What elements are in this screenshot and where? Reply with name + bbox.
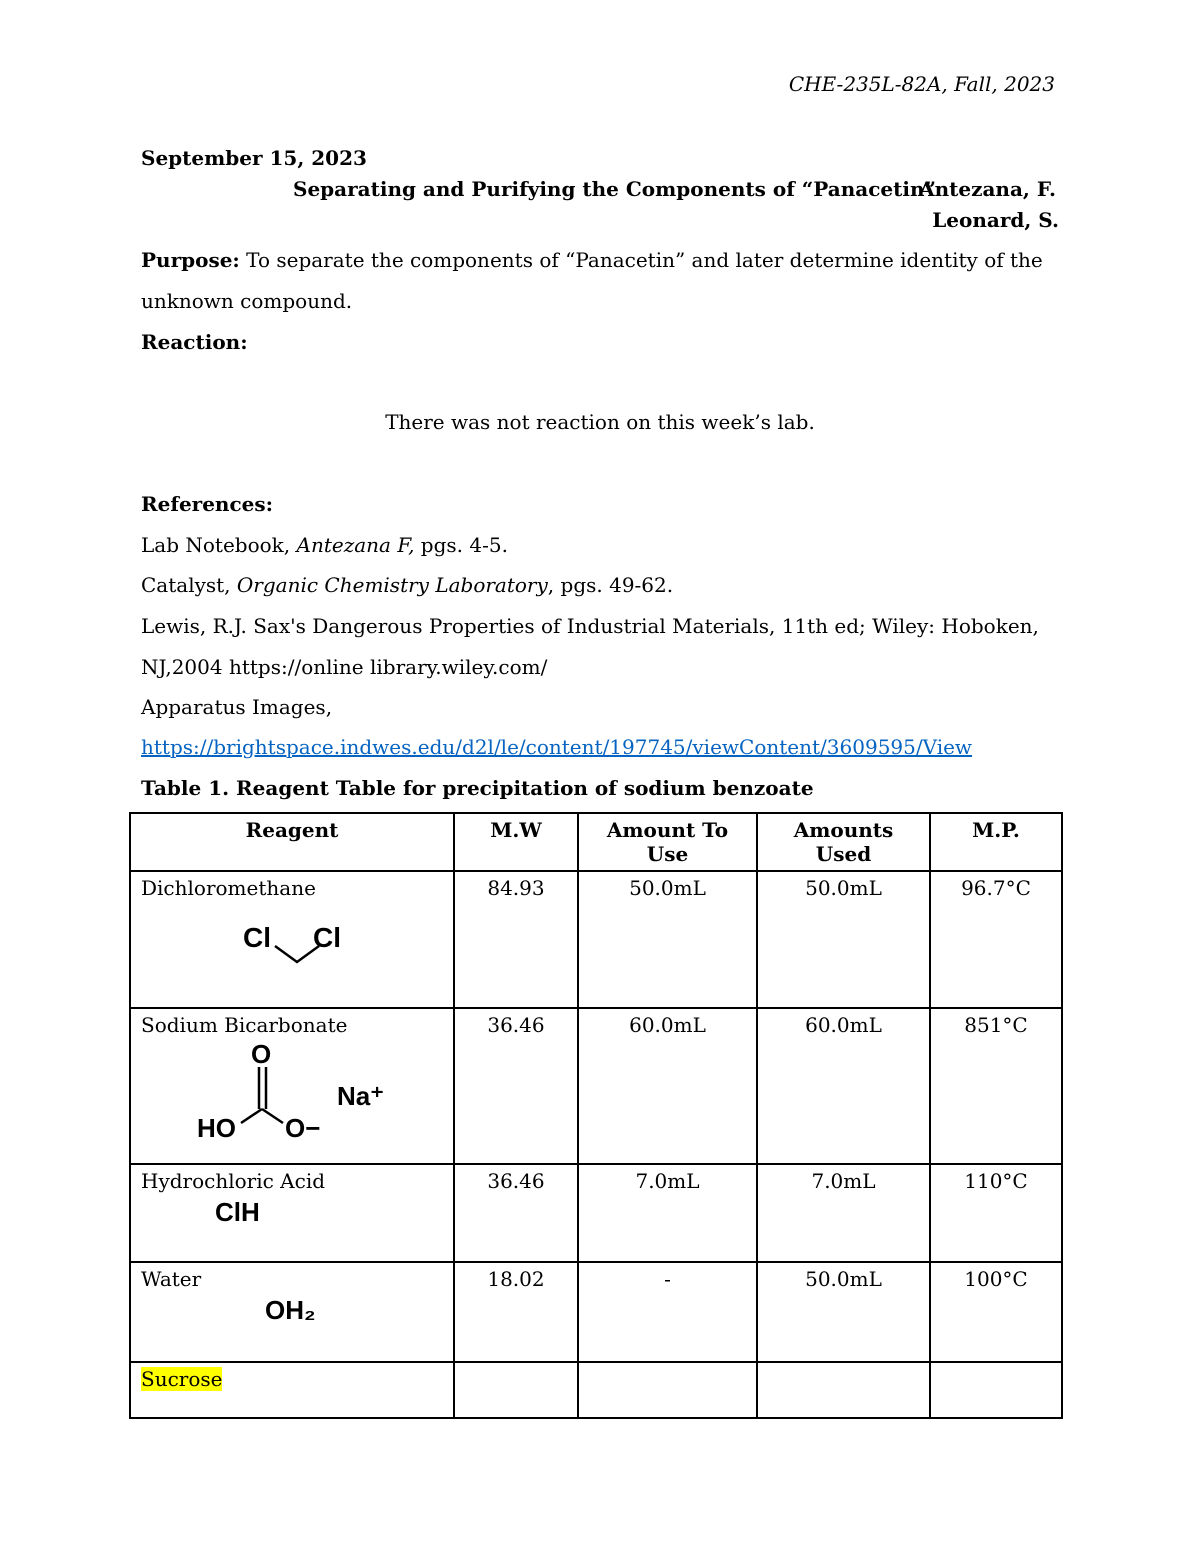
table-row bbox=[130, 871, 1062, 1008]
reference-4: Apparatus Images, bbox=[141, 695, 333, 719]
amount-to-use-cell: - bbox=[578, 1262, 757, 1362]
reagent-name: Hydrochloric Acid bbox=[141, 1169, 326, 1193]
amount-to-use-cell bbox=[578, 1362, 757, 1418]
author-1: Antezana, F. bbox=[919, 177, 1056, 201]
reference-1-source: Lab Notebook, bbox=[141, 533, 297, 557]
dichloromethane-structure bbox=[141, 900, 443, 990]
report-title: Separating and Purifying the Components of “Panacetin” bbox=[293, 177, 937, 201]
reference-2-source: Catalyst, bbox=[141, 573, 237, 597]
header-amount-to-use: Amount To Use bbox=[578, 813, 757, 871]
reference-1-author: Antezana F, bbox=[296, 533, 415, 557]
mp-cell: 100°C bbox=[930, 1262, 1062, 1362]
table-caption: Table 1. Reagent Table for precipitation of sodium benzoate bbox=[141, 776, 814, 800]
purpose-label: Purpose: bbox=[141, 248, 240, 272]
mp-cell bbox=[930, 1362, 1062, 1418]
structure-label: ClH bbox=[215, 1197, 260, 1227]
mw-cell bbox=[454, 1362, 578, 1418]
apparatus-link-line bbox=[141, 735, 972, 759]
amount-to-use-cell: 7.0mL bbox=[578, 1164, 757, 1262]
apparatus-images-link[interactable]: https://brightspace.indwes.edu/d2l/le/content/197745/viewContent/3609595/View bbox=[141, 735, 973, 759]
reagent-table bbox=[129, 812, 1063, 1419]
mp-cell: 851°C bbox=[930, 1008, 1062, 1164]
sodium-bicarbonate-structure bbox=[141, 1037, 443, 1149]
table-row bbox=[130, 1362, 1062, 1418]
reagent-cell bbox=[130, 871, 454, 1008]
header-reagent: Reagent bbox=[130, 813, 454, 871]
table-row bbox=[130, 1164, 1062, 1262]
reference-3-line-1: Lewis, R.J. Sax's Dangerous Properties of Industrial Materials, 11th ed; Wiley: Hoboken, bbox=[141, 614, 1039, 638]
reagent-name: Water bbox=[141, 1267, 202, 1291]
author-2: Leonard, S. bbox=[932, 208, 1059, 232]
header-amounts-used: Amounts Used bbox=[757, 813, 930, 871]
reagent-cell bbox=[130, 1362, 454, 1418]
reference-3-line-2: NJ,2004 https://online library.wiley.com/ bbox=[141, 655, 548, 679]
header-mw: M.W bbox=[454, 813, 578, 871]
structure-label: OH₂ bbox=[265, 1295, 316, 1325]
reagent-name: Sucrose bbox=[141, 1367, 223, 1391]
amount-used-cell: 50.0mL bbox=[757, 871, 930, 1008]
purpose-line-1 bbox=[141, 248, 1043, 272]
hydrochloric-acid-structure bbox=[141, 1193, 443, 1233]
structure-label: HO bbox=[197, 1113, 236, 1143]
reagent-cell bbox=[130, 1008, 454, 1164]
structure-label: Na⁺ bbox=[337, 1081, 384, 1111]
reference-1-pages: pgs. 4-5. bbox=[414, 533, 508, 557]
amount-used-cell: 50.0mL bbox=[757, 1262, 930, 1362]
header-mp: M.P. bbox=[930, 813, 1062, 871]
reference-1 bbox=[141, 533, 508, 557]
reagent-name: Sodium Bicarbonate bbox=[141, 1013, 348, 1037]
course-header: CHE-235L-82A, Fall, 2023 bbox=[788, 72, 1055, 96]
mw-cell: 36.46 bbox=[454, 1008, 578, 1164]
reagent-cell bbox=[130, 1262, 454, 1362]
structure-label: Cl bbox=[243, 922, 271, 953]
amount-used-cell: 60.0mL bbox=[757, 1008, 930, 1164]
mw-cell: 84.93 bbox=[454, 871, 578, 1008]
reagent-name: Dichloromethane bbox=[141, 876, 316, 900]
water-structure bbox=[141, 1291, 443, 1335]
reference-2 bbox=[141, 573, 673, 597]
report-date: September 15, 2023 bbox=[141, 146, 367, 170]
structure-label: O bbox=[251, 1039, 272, 1069]
reference-2-title: Organic Chemistry Laboratory bbox=[236, 573, 548, 597]
structure-label: O− bbox=[285, 1113, 321, 1143]
mw-cell: 36.46 bbox=[454, 1164, 578, 1262]
mw-cell: 18.02 bbox=[454, 1262, 578, 1362]
mp-cell: 96.7°C bbox=[930, 871, 1062, 1008]
purpose-text-1: To separate the components of “Panacetin” and later determine identity of the bbox=[239, 248, 1043, 272]
amount-to-use-cell: 50.0mL bbox=[578, 871, 757, 1008]
structure-label: Cl bbox=[313, 922, 341, 953]
purpose-line-2: unknown compound. bbox=[141, 289, 353, 313]
amount-used-cell bbox=[757, 1362, 930, 1418]
reaction-text: There was not reaction on this week’s lab. bbox=[385, 410, 815, 434]
reaction-label: Reaction: bbox=[141, 330, 248, 354]
amount-to-use-cell: 60.0mL bbox=[578, 1008, 757, 1164]
table-row bbox=[130, 1262, 1062, 1362]
table-row bbox=[130, 1008, 1062, 1164]
references-label: References: bbox=[141, 492, 274, 516]
table-header-row bbox=[130, 813, 1062, 871]
amount-used-cell: 7.0mL bbox=[757, 1164, 930, 1262]
reagent-cell bbox=[130, 1164, 454, 1262]
reference-2-pages: , pgs. 49-62. bbox=[547, 573, 674, 597]
mp-cell: 110°C bbox=[930, 1164, 1062, 1262]
